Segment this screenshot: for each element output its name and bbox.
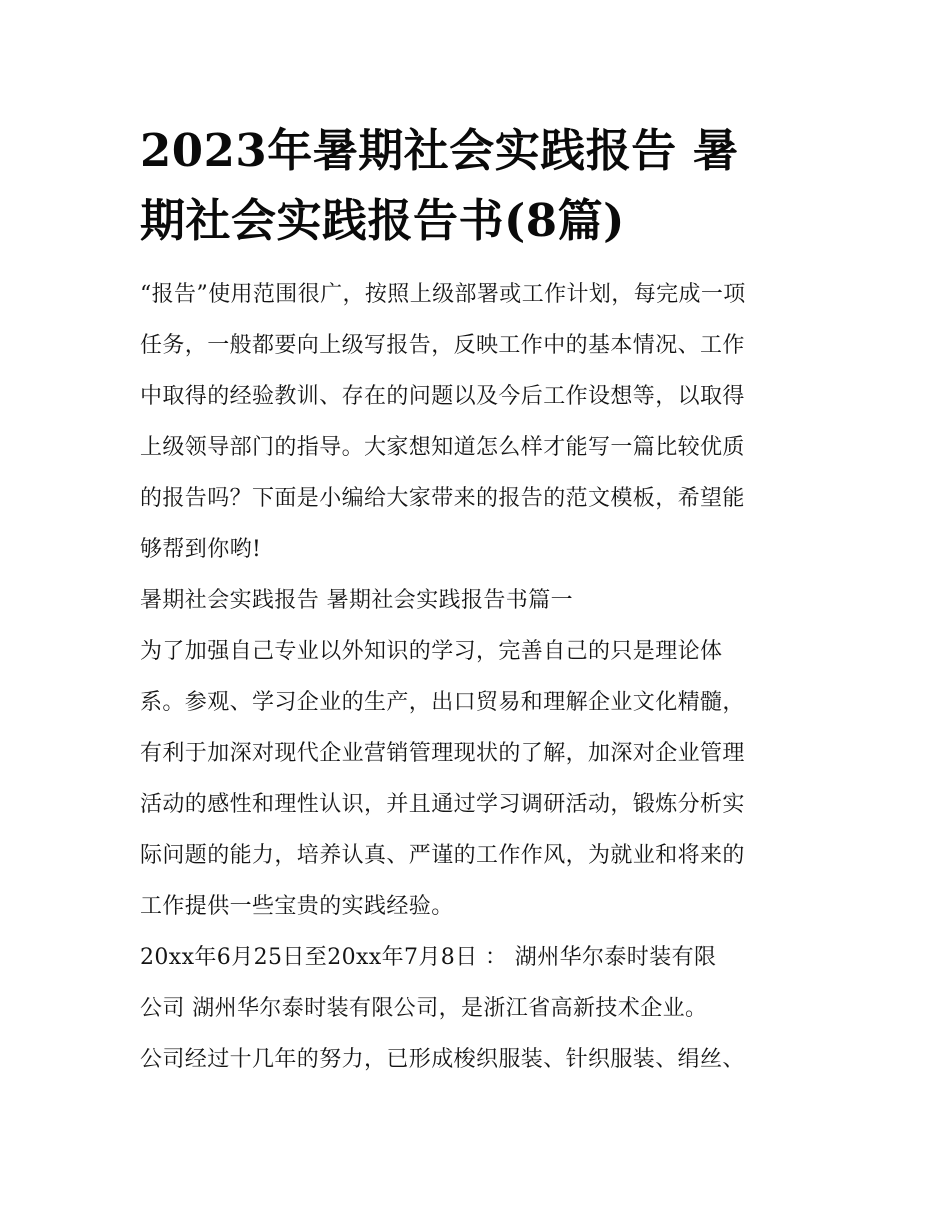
document-content xyxy=(140,116,820,1085)
company-line: 公司经过十几年的努力，已形成梭织服装、针织服装、绢丝、 xyxy=(140,1047,745,1072)
purpose-line: 际问题的能力，培养认真、严谨的工作作风，为就业和将来的 xyxy=(140,843,745,868)
intro-line: 的报告吗？下面是小编给大家带来的报告的范文模板，希望能 xyxy=(140,486,745,511)
intro-line: 中取得的经验教训、存在的问题以及今后工作设想等，以取得 xyxy=(140,384,745,409)
date-paragraph xyxy=(140,932,820,1034)
document-body xyxy=(140,269,820,1085)
purpose-line: 系。参观、学习企业的生产，出口贸易和理解企业文化精髓， xyxy=(140,690,745,715)
section-heading: 暑期社会实践报告 暑期社会实践报告书篇一 xyxy=(140,588,573,613)
intro-paragraph xyxy=(140,269,820,575)
purpose-line: 工作提供一些宝贵的实践经验。 xyxy=(140,894,454,919)
purpose-line: 为了加强自己专业以外知识的学习，完善自己的只是理论体 xyxy=(140,639,723,664)
intro-line: 上级领导部门的指导。大家想知道怎么样才能写一篇比较优质 xyxy=(140,435,745,460)
intro-line: 够帮到你哟! xyxy=(140,537,262,562)
date-line: 20xx年6月25日至20xx年7月8日 ： 湖州华尔泰时装有限 xyxy=(140,945,717,970)
date-line: 公司 湖州华尔泰时装有限公司，是浙江省高新技术企业。 xyxy=(140,996,708,1021)
title-line: 2023年暑期社会实践报告 暑 xyxy=(140,124,739,177)
purpose-line: 活动的感性和理性认识，并且通过学习调研活动，锻炼分析实 xyxy=(140,792,745,817)
company-paragraph xyxy=(140,1034,820,1085)
title-line: 期社会实践报告书(8篇) xyxy=(140,194,625,247)
intro-line: 任务，一般都要向上级写报告，反映工作中的基本情况、工作 xyxy=(140,333,745,358)
document-title xyxy=(140,116,820,256)
intro-line: “报告”使用范围很广，按照上级部署或工作计划，每完成一项 xyxy=(140,282,746,307)
purpose-line: 有利于加深对现代企业营销管理现状的了解，加深对企业管理 xyxy=(140,741,745,766)
purpose-paragraph xyxy=(140,626,820,932)
